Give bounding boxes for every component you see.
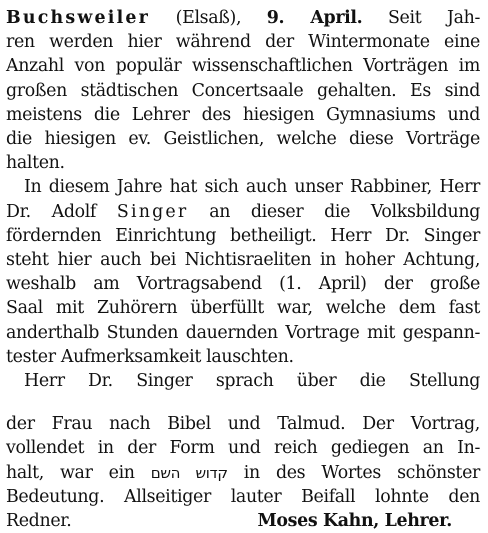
paragraph-1 — [6, 6, 480, 175]
text-line — [6, 461, 480, 485]
text-line: meistens die Lehrer des hiesigen Gymnasiums und — [6, 104, 480, 125]
line-part: halt, war ein — [6, 462, 135, 483]
signature: Moses Kahn, Lehrer. — [257, 511, 452, 532]
line-part: in des Wortes schönster — [243, 462, 480, 483]
text-line: tester Aufmerksamkeit lauschten. — [6, 346, 294, 367]
dateline-date: 9. April. — [266, 8, 363, 28]
text-line — [6, 200, 480, 224]
line-part: an dieser die Volksbildung — [209, 201, 481, 222]
text-line: anderthalb Stunden dauernden Vortrage mit gespann- — [6, 322, 480, 343]
line-rest: Seit Jah- — [387, 8, 480, 28]
text-line: halten. — [6, 153, 65, 174]
column-break — [6, 393, 480, 412]
text-line: Redner. — [6, 511, 72, 532]
text-line: die hiesigen ev. Geistlichen, welche diese Vorträge — [6, 129, 480, 150]
text-line: weshalb am Vortragsabend (1. April) der große — [6, 274, 480, 295]
paragraph-2 — [6, 175, 480, 369]
text-line: ren werden hier während der Wintermonate eine — [6, 32, 480, 53]
text-line — [6, 6, 480, 30]
text-line: steht hier auch bei Nichtisraeliten in hoher Achtung, — [6, 250, 480, 271]
text-line: der Frau nach Bibel und Talmud. Der Vortrag, — [6, 414, 480, 435]
text-line: großen städtischen Concertsaale gehalten. Es sind — [6, 80, 480, 101]
text-line: Bedeutung. Allseitiger lauter Beifall lohnte den — [6, 486, 480, 507]
text-line: vollendet in der Form und reich gediegen an In- — [6, 438, 480, 459]
hebrew-phrase: קדוש השם — [150, 463, 228, 482]
name-singer: Singer — [116, 201, 189, 222]
text-line: Anzahl von populär wissenschaftlichen Vorträgen im — [6, 56, 480, 77]
text-line: Saal mit Zuhörern überfüllt war, welche dem fast — [6, 298, 480, 319]
paragraph-3 — [6, 369, 480, 393]
text-line: In diesem Jahre hat sich auch unser Rabbiner, Herr — [24, 177, 480, 198]
dateline-region: (Elsaß), — [175, 8, 242, 28]
line-part: Dr. Adolf — [6, 201, 97, 222]
dateline-place: Buchsweiler — [6, 8, 151, 28]
text-line: fördernden Einrichtung betheiligt. Herr Dr. Singer — [6, 225, 480, 246]
text-line: Herr Dr. Singer sprach über die Stellung — [24, 371, 480, 392]
